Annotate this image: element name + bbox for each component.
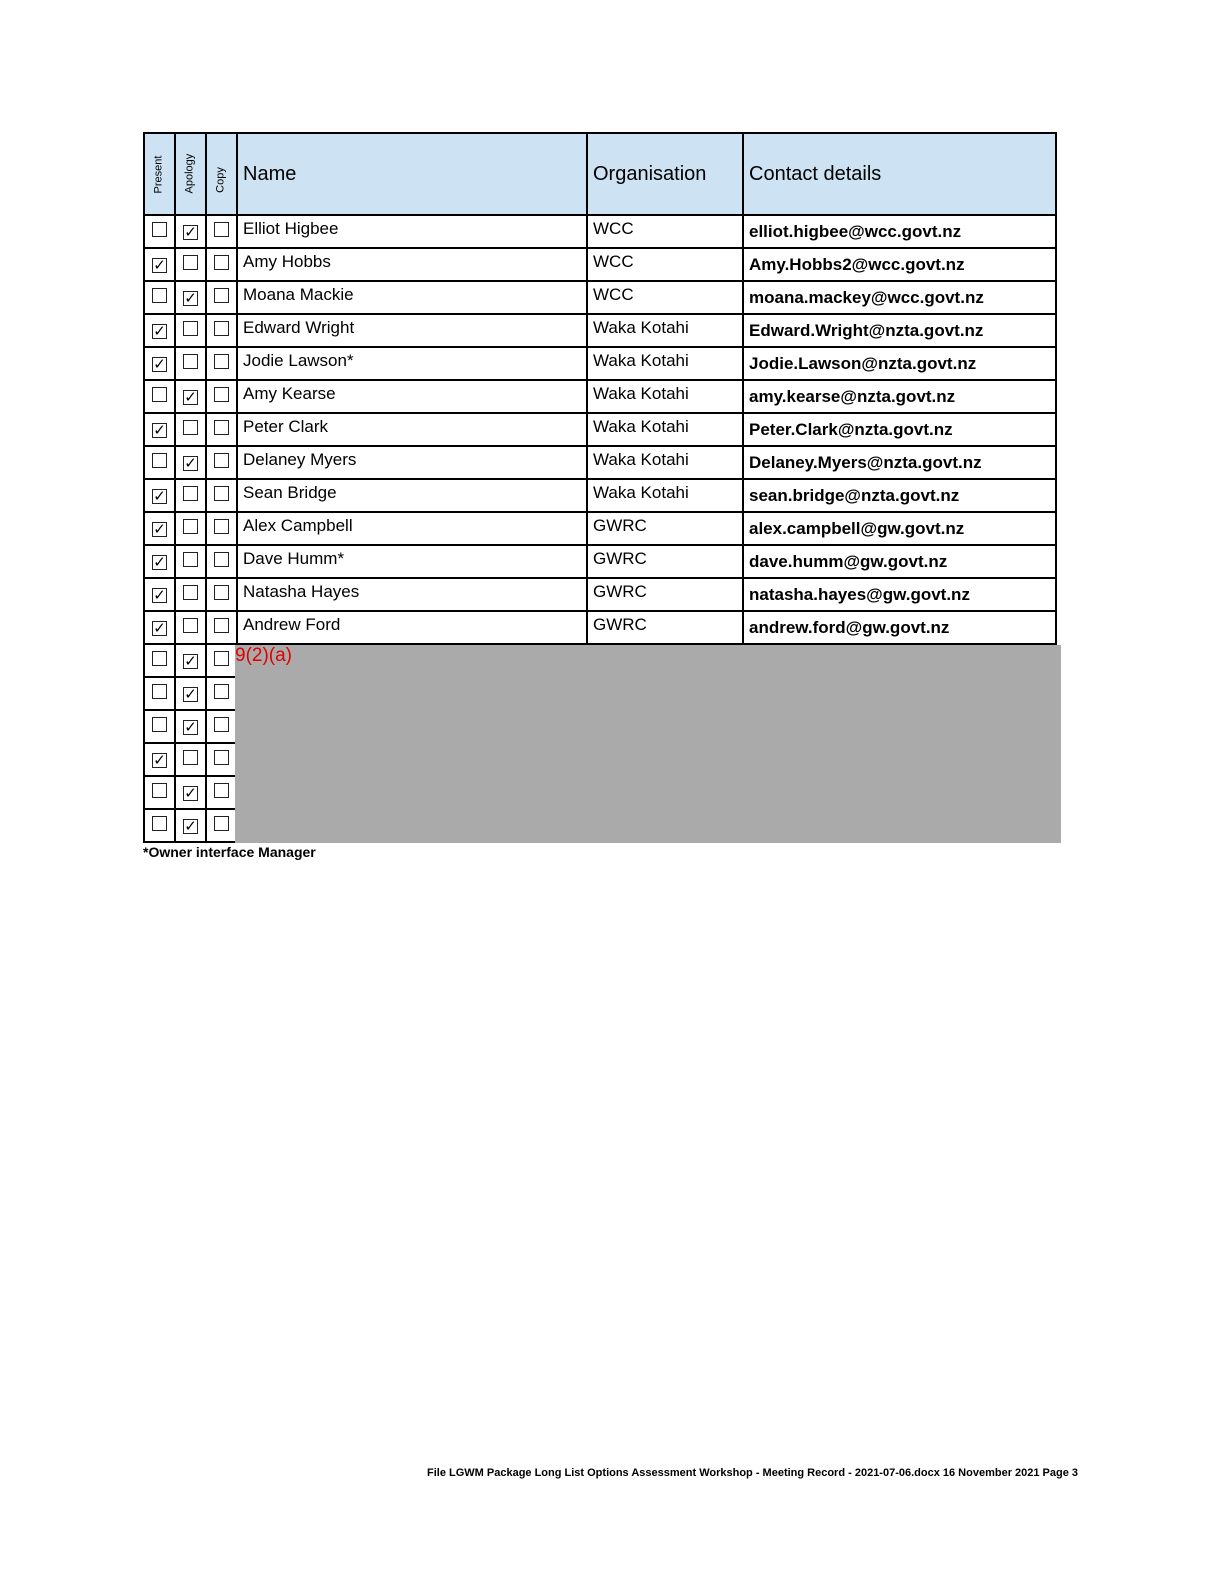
present-cell [144, 314, 175, 347]
apology-checkbox[interactable] [183, 486, 198, 501]
present-cell [144, 512, 175, 545]
copy-cell [206, 215, 237, 248]
copy-cell [206, 413, 237, 446]
apology-checkbox[interactable]: ✓ [184, 784, 197, 802]
copy-checkbox[interactable] [214, 288, 229, 303]
contact-cell: sean.bridge@nzta.govt.nz [743, 479, 1056, 512]
organisation-cell: GWRC [587, 545, 743, 578]
apology-cell [175, 380, 206, 413]
copy-cell [206, 314, 237, 347]
contact-cell: moana.mackey@wcc.govt.nz [743, 281, 1056, 314]
apology-cell [175, 413, 206, 446]
table-row [144, 479, 1056, 512]
copy-cell [206, 347, 237, 380]
contact-cell: Jodie.Lawson@nzta.govt.nz [743, 347, 1056, 380]
apology-cell [175, 809, 206, 842]
present-checkbox[interactable] [152, 783, 167, 798]
present-checkbox[interactable]: ✓ [153, 256, 166, 274]
organisation-cell: GWRC [587, 611, 743, 644]
present-checkbox[interactable] [152, 684, 167, 699]
apology-cell [175, 512, 206, 545]
present-checkbox[interactable]: ✓ [153, 322, 166, 340]
present-cell [144, 446, 175, 479]
name-cell: Alex Campbell [237, 512, 587, 545]
present-cell [144, 776, 175, 809]
present-checkbox[interactable]: ✓ [153, 421, 166, 439]
copy-checkbox[interactable] [214, 651, 229, 666]
organisation-cell: Waka Kotahi [587, 413, 743, 446]
copy-cell [206, 644, 237, 677]
copy-checkbox[interactable] [214, 222, 229, 237]
name-cell: Peter Clark [237, 413, 587, 446]
apology-checkbox[interactable] [183, 255, 198, 270]
present-checkbox[interactable]: ✓ [153, 586, 166, 604]
apology-cell [175, 446, 206, 479]
organisation-cell: WCC [587, 281, 743, 314]
contact-cell: Peter.Clark@nzta.govt.nz [743, 413, 1056, 446]
present-cell [144, 347, 175, 380]
present-checkbox[interactable] [152, 288, 167, 303]
apology-checkbox[interactable] [183, 618, 198, 633]
apology-cell [175, 248, 206, 281]
apology-cell [175, 347, 206, 380]
table-row [144, 512, 1056, 545]
apology-cell [175, 611, 206, 644]
present-cell [144, 281, 175, 314]
copy-cell [206, 677, 237, 710]
organisation-cell: GWRC [587, 512, 743, 545]
copy-checkbox[interactable] [214, 255, 229, 270]
present-checkbox[interactable]: ✓ [153, 619, 166, 637]
apology-checkbox[interactable] [183, 750, 198, 765]
table-row [144, 215, 1056, 248]
organisation-cell: Waka Kotahi [587, 380, 743, 413]
copy-checkbox[interactable] [214, 816, 229, 831]
contact-cell: amy.kearse@nzta.govt.nz [743, 380, 1056, 413]
present-checkbox[interactable]: ✓ [153, 751, 166, 769]
present-checkbox[interactable] [152, 717, 167, 732]
name-cell: Amy Kearse [237, 380, 587, 413]
apology-cell [175, 215, 206, 248]
name-cell: Natasha Hayes [237, 578, 587, 611]
copy-cell [206, 479, 237, 512]
copy-checkbox[interactable] [214, 453, 229, 468]
apology-cell [175, 776, 206, 809]
table-row [144, 611, 1056, 644]
contact-cell: andrew.ford@gw.govt.nz [743, 611, 1056, 644]
present-checkbox[interactable] [152, 453, 167, 468]
apology-cell [175, 545, 206, 578]
copy-cell [206, 611, 237, 644]
name-cell: Jodie Lawson* [237, 347, 587, 380]
copy-cell [206, 512, 237, 545]
present-cell [144, 743, 175, 776]
name-cell: Sean Bridge [237, 479, 587, 512]
present-cell [144, 809, 175, 842]
present-cell [144, 611, 175, 644]
contact-cell: elliot.higbee@wcc.govt.nz [743, 215, 1056, 248]
present-checkbox[interactable]: ✓ [153, 520, 166, 538]
copy-checkbox[interactable] [214, 387, 229, 402]
organisation-cell: Waka Kotahi [587, 314, 743, 347]
present-cell [144, 644, 175, 677]
table-row [144, 314, 1056, 347]
apology-cell [175, 644, 206, 677]
apology-checkbox[interactable]: ✓ [184, 289, 197, 307]
apology-checkbox[interactable]: ✓ [184, 223, 197, 241]
contact-cell: Delaney.Myers@nzta.govt.nz [743, 446, 1056, 479]
apology-checkbox[interactable] [183, 585, 198, 600]
header-organisation: Organisation [587, 133, 743, 215]
name-cell: Delaney Myers [237, 446, 587, 479]
apology-cell [175, 479, 206, 512]
present-checkbox[interactable] [152, 816, 167, 831]
copy-cell [206, 809, 237, 842]
organisation-cell: GWRC [587, 578, 743, 611]
name-cell: Andrew Ford [237, 611, 587, 644]
apology-checkbox[interactable]: ✓ [184, 388, 197, 406]
apology-checkbox[interactable] [183, 321, 198, 336]
contact-cell: dave.humm@gw.govt.nz [743, 545, 1056, 578]
copy-checkbox[interactable] [214, 552, 229, 567]
table-row [144, 347, 1056, 380]
present-cell [144, 248, 175, 281]
present-checkbox[interactable]: ✓ [153, 487, 166, 505]
header-apology: Apology [175, 133, 206, 215]
header-contact: Contact details [743, 133, 1056, 215]
redaction-block [235, 645, 1061, 843]
copy-checkbox[interactable] [214, 321, 229, 336]
contact-cell: Edward.Wright@nzta.govt.nz [743, 314, 1056, 347]
present-checkbox[interactable] [152, 387, 167, 402]
header-copy: Copy [206, 133, 237, 215]
header-present: Present [144, 133, 175, 215]
organisation-cell: Waka Kotahi [587, 479, 743, 512]
present-cell [144, 479, 175, 512]
header-name: Name [237, 133, 587, 215]
name-cell: Dave Humm* [237, 545, 587, 578]
present-cell [144, 578, 175, 611]
organisation-cell: WCC [587, 248, 743, 281]
present-cell [144, 545, 175, 578]
copy-checkbox[interactable] [214, 519, 229, 534]
redaction-label: 9(2)(a) [235, 645, 293, 666]
copy-cell [206, 380, 237, 413]
present-cell [144, 677, 175, 710]
copy-checkbox[interactable] [214, 684, 229, 699]
organisation-cell: WCC [587, 215, 743, 248]
contact-cell: natasha.hayes@gw.govt.nz [743, 578, 1056, 611]
apology-cell [175, 710, 206, 743]
table-row [144, 380, 1056, 413]
table-row [144, 281, 1056, 314]
name-cell: Amy Hobbs [237, 248, 587, 281]
copy-cell [206, 248, 237, 281]
footnote: *Owner interface Manager [143, 844, 316, 860]
apology-checkbox[interactable] [183, 354, 198, 369]
present-cell [144, 710, 175, 743]
copy-checkbox[interactable] [214, 783, 229, 798]
apology-cell [175, 314, 206, 347]
contact-cell: alex.campbell@gw.govt.nz [743, 512, 1056, 545]
copy-cell [206, 545, 237, 578]
copy-cell [206, 710, 237, 743]
apology-cell [175, 677, 206, 710]
apology-checkbox[interactable]: ✓ [184, 652, 197, 670]
copy-cell [206, 743, 237, 776]
apology-checkbox[interactable]: ✓ [184, 718, 197, 736]
present-checkbox[interactable]: ✓ [153, 553, 166, 571]
present-checkbox[interactable] [152, 651, 167, 666]
copy-cell [206, 578, 237, 611]
copy-checkbox[interactable] [214, 618, 229, 633]
table-row [144, 413, 1056, 446]
table-row [144, 446, 1056, 479]
present-cell [144, 380, 175, 413]
page-footer: File LGWM Package Long List Options Assessment Workshop - Meeting Record - 2021-07-06.docx 16 November 2021 Page 3 [427, 1467, 1079, 1479]
table-row [144, 545, 1056, 578]
name-cell: Edward Wright [237, 314, 587, 347]
present-cell [144, 413, 175, 446]
copy-checkbox[interactable] [214, 420, 229, 435]
copy-checkbox[interactable] [214, 717, 229, 732]
copy-checkbox[interactable] [214, 486, 229, 501]
copy-cell [206, 446, 237, 479]
present-cell [144, 215, 175, 248]
copy-cell [206, 281, 237, 314]
apology-cell [175, 743, 206, 776]
present-checkbox[interactable] [152, 222, 167, 237]
apology-checkbox[interactable] [183, 420, 198, 435]
table-row [144, 248, 1056, 281]
copy-checkbox[interactable] [214, 585, 229, 600]
name-cell: Elliot Higbee [237, 215, 587, 248]
apology-cell [175, 281, 206, 314]
copy-checkbox[interactable] [214, 750, 229, 765]
apology-checkbox[interactable] [183, 519, 198, 534]
apology-checkbox[interactable]: ✓ [184, 454, 197, 472]
copy-cell [206, 776, 237, 809]
present-checkbox[interactable]: ✓ [153, 355, 166, 373]
apology-checkbox[interactable]: ✓ [184, 817, 197, 835]
organisation-cell: Waka Kotahi [587, 347, 743, 380]
organisation-cell: Waka Kotahi [587, 446, 743, 479]
table-row [144, 578, 1056, 611]
apology-checkbox[interactable]: ✓ [184, 685, 197, 703]
name-cell: Moana Mackie [237, 281, 587, 314]
contact-cell: Amy.Hobbs2@wcc.govt.nz [743, 248, 1056, 281]
apology-cell [175, 578, 206, 611]
apology-checkbox[interactable] [183, 552, 198, 567]
copy-checkbox[interactable] [214, 354, 229, 369]
